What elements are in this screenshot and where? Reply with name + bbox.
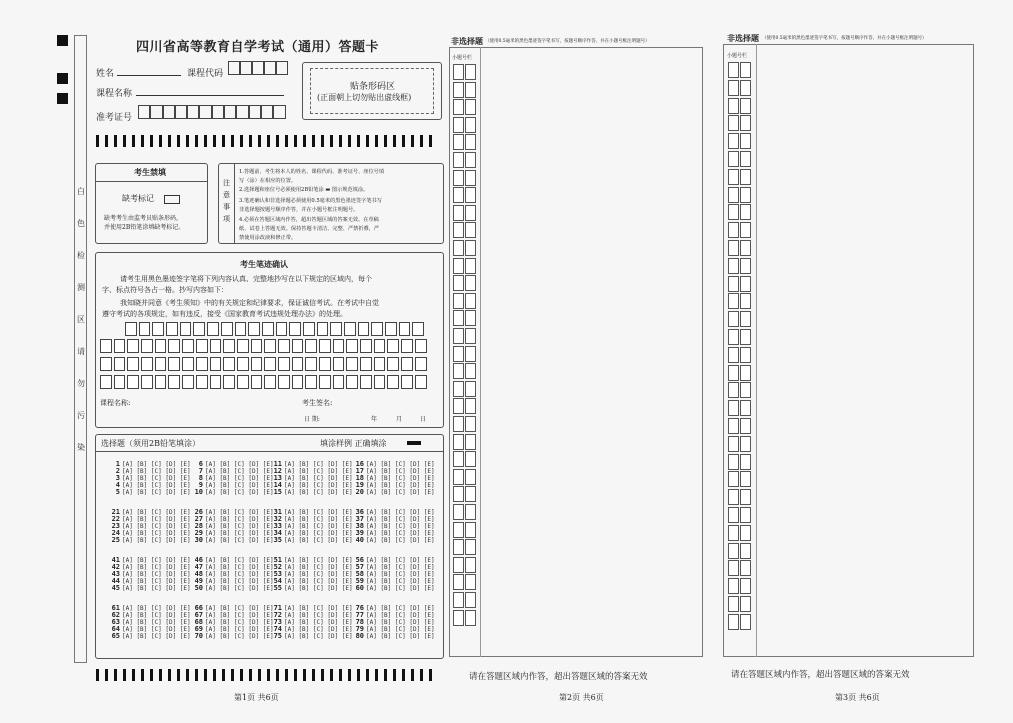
side-char: 检 <box>77 251 85 260</box>
ticket-label: 准考证号 <box>96 113 133 123</box>
notice-label-char: 意 <box>223 191 230 199</box>
handwriting-instruction-1: 请考生用黑色墨迹签字笔将下列内容认真、完整地抄写在以下规定的区域内，每个 <box>120 275 372 283</box>
student-sign-label: 考生签名: <box>302 399 333 407</box>
mc-question-group[interactable]: 76 [A] [B] [C] [D] [E] 77 [A] [B] [C] [D] [E] 78 [A] [B] [C] [D] [E] 79 [A] [B] [C] [D] [E] 80 [A] [B] [C] [D] [E] <box>355 604 435 640</box>
handwriting-grid-row[interactable] <box>100 357 429 371</box>
notice-label-char: 注 <box>223 179 230 187</box>
page3-answer-area[interactable] <box>723 44 974 657</box>
page3-title: 非选择题 <box>727 33 759 43</box>
side-char: 白 <box>77 187 85 196</box>
mc-question-group[interactable]: 61 [A] [B] [C] [D] [E] 62 [A] [B] [C] [D] [E] 63 [A] [B] [C] [D] [E] 64 [A] [B] [C] [D] [E] 65 [A] [B] [C] [D] [E] <box>111 604 191 640</box>
barcode-title: 贴条形码区 <box>350 82 396 92</box>
ticket-number-field[interactable] <box>138 105 286 119</box>
side-char: 测 <box>77 283 85 292</box>
mc-question-group[interactable]: 16 [A] [B] [C] [D] [E] 17 [A] [B] [C] [D] [E] 18 [A] [B] [C] [D] [E] 19 [A] [B] [C] [D] [E] 20 [A] [B] [C] [D] [E] <box>355 460 435 496</box>
mc-question-group[interactable]: 6 [A] [B] [C] [D] [E] 7 [A] [B] [C] [D] [E] 8 [A] [B] [C] [D] [E] 9 [A] [B] [C] [D] [E] 10 [A] [B] [C] [D] [E] <box>194 460 274 496</box>
page3-warning: 请在答题区域内作答，超出答题区域的答案无效 <box>731 670 910 680</box>
date-label: 日 期: <box>304 416 320 423</box>
timing-marks-bottom <box>96 669 438 681</box>
course-name-field[interactable] <box>136 95 284 96</box>
timing-marks-top <box>96 135 438 147</box>
notice-line: 4.必须在答题区域内作答，超出答题区域的答案无效。在草稿 <box>239 217 379 223</box>
side-char: 区 <box>77 315 85 324</box>
page3-subq-label: 小题号栏 <box>727 53 748 59</box>
notice-line: 非选择题按题号顺序作答，并在小题号框注明题号。 <box>239 207 359 213</box>
page2-subq-label: 小题号栏 <box>452 55 473 61</box>
mc-question-group[interactable]: 31 [A] [B] [C] [D] [E] 32 [A] [B] [C] [D] [E] 33 [A] [B] [C] [D] [E] 34 [A] [B] [C] [D] [E] 35 [A] [B] [C] [D] [E] <box>273 508 353 544</box>
mc-question-group[interactable]: 56 [A] [B] [C] [D] [E] 57 [A] [B] [C] [D] [E] 58 [A] [B] [C] [D] [E] 59 [A] [B] [C] [D] [E] 60 [A] [B] [C] [D] [E] <box>355 556 435 592</box>
forbidden-title: 考生禁填 <box>134 167 166 177</box>
handwriting-title: 考生笔迹确认 <box>240 259 288 269</box>
mc-question-group[interactable]: 66 [A] [B] [C] [D] [E] 67 [A] [B] [C] [D] [E] 68 [A] [B] [C] [D] [E] 69 [A] [B] [C] [D] [E] 70 [A] [B] [C] [D] [E] <box>194 604 274 640</box>
page3-instruction: （使用0.5毫米的黑色墨迹签字笔书写，按题号顺序作答，并在小题号框注明题号） <box>762 36 927 41</box>
page1-footer: 第1页 共6页 <box>234 693 279 702</box>
notice-divider <box>234 163 235 244</box>
notice-line: 3.笔迹确认和非选择题必须使用0.5毫米的黑色墨迹签字笔书写 <box>239 198 382 204</box>
mc-question-group[interactable]: 71 [A] [B] [C] [D] [E] 72 [A] [B] [C] [D] [E] 73 [A] [B] [C] [D] [E] 74 [A] [B] [C] [D] [E] 75 [A] [B] [C] [D] [E] <box>273 604 353 640</box>
notice-line: 禁使用涂改液和修正带。 <box>239 235 297 241</box>
position-mark-mid2 <box>57 93 68 104</box>
handwriting-grid-row[interactable] <box>125 322 426 336</box>
notice-line: 1.答题前，考生将本人的姓名、课程代码、准考证号、座位号填 <box>239 169 385 175</box>
notice-label-char: 事 <box>223 203 230 211</box>
page2-footer: 第2页 共6页 <box>559 693 604 702</box>
course-name-label: 课程名称 <box>96 89 133 99</box>
page2-instruction: （使用0.5毫米的黑色墨迹签字笔书写，按题号顺序作答，并在小题号框注明题号） <box>485 39 650 44</box>
mc-question-group[interactable]: 26 [A] [B] [C] [D] [E] 27 [A] [B] [C] [D] [E] 28 [A] [B] [C] [D] [E] 29 [A] [B] [C] [D] [E] 30 [A] [B] [C] [D] [E] <box>194 508 274 544</box>
barcode-note: (正面朝上切勿贴出虚线框) <box>317 93 412 102</box>
page2-subq-column-line <box>480 47 481 657</box>
notice-line: 2.选择题和座位号必须使用2B铅笔涂 ▬ 图示规范填涂。 <box>239 187 369 193</box>
absent-label: 缺考标记 <box>122 194 154 203</box>
date-day: 日 <box>420 416 427 423</box>
filled-sample-mark <box>407 441 421 445</box>
side-char: 色 <box>77 219 85 228</box>
mc-title: 选择题（须用2B铅笔填涂） <box>101 439 200 448</box>
mc-question-group[interactable]: 21 [A] [B] [C] [D] [E] 22 [A] [B] [C] [D] [E] 23 [A] [B] [C] [D] [E] 24 [A] [B] [C] [D] [E] 25 [A] [B] [C] [D] [E] <box>111 508 191 544</box>
forbidden-header-line <box>95 181 208 182</box>
name-field[interactable] <box>117 75 181 76</box>
date-month: 月 <box>396 416 403 423</box>
side-char: 勿 <box>77 379 85 388</box>
course-code-field[interactable] <box>228 61 288 75</box>
page2-warning: 请在答题区域内作答，超出答题区域的答案无效 <box>469 672 648 682</box>
side-char: 染 <box>77 443 85 452</box>
absent-note-1: 缺考考生由监考员贴条形码， <box>104 215 183 222</box>
mc-question-group[interactable]: 11 [A] [B] [C] [D] [E] 12 [A] [B] [C] [D] [E] 13 [A] [B] [C] [D] [E] 14 [A] [B] [C] [D] [E] 15 [A] [B] [C] [D] [E] <box>273 460 353 496</box>
page2-title: 非选择题 <box>451 36 483 46</box>
notice-line: 写（涂）在相应的位置。 <box>239 178 297 184</box>
absent-note-2: 并使用2B铅笔涂填缺考标记。 <box>104 224 185 231</box>
mc-header-line <box>95 451 444 452</box>
date-year: 年 <box>371 416 378 423</box>
notice-label-char: 项 <box>223 215 230 223</box>
position-mark-mid <box>57 73 68 84</box>
course-code-label: 课程代码 <box>187 69 224 79</box>
handwriting-content-2: 遵守考试的各项规定，如有违反，接受《国家教育考试违规处理办法》的处理。 <box>102 310 347 318</box>
side-char: 污 <box>77 411 85 420</box>
name-label: 姓名 <box>96 69 115 79</box>
page3-footer: 第3页 共6页 <box>835 693 880 702</box>
page1-title: 四川省高等教育自学考试（通用）答题卡 <box>136 40 380 55</box>
page3-subq-column-line <box>756 44 757 657</box>
mc-sample: 填涂样例 正确填涂 <box>320 439 387 448</box>
page2-answer-area[interactable] <box>449 47 703 657</box>
mc-question-group[interactable]: 46 [A] [B] [C] [D] [E] 47 [A] [B] [C] [D] [E] 48 [A] [B] [C] [D] [E] 49 [A] [B] [C] [D] [E] 50 [A] [B] [C] [D] [E] <box>194 556 274 592</box>
notice-line: 纸、试卷上答题无效。保持答题卡清洁、完整、严禁折叠，严 <box>239 226 380 232</box>
mc-question-group[interactable]: 1 [A] [B] [C] [D] [E] 2 [A] [B] [C] [D] [E] 3 [A] [B] [C] [D] [E] 4 [A] [B] [C] [D] [E] 5 [A] [B] [C] [D] [E] <box>115 460 191 496</box>
mc-question-group[interactable]: 51 [A] [B] [C] [D] [E] 52 [A] [B] [C] [D] [E] 53 [A] [B] [C] [D] [E] 54 [A] [B] [C] [D] [E] 55 [A] [B] [C] [D] [E] <box>273 556 353 592</box>
side-char: 请 <box>77 347 85 356</box>
handwriting-grid-row[interactable] <box>100 375 429 389</box>
course-name-sign-label: 课程名称: <box>100 399 131 407</box>
handwriting-content-1: 我知晓并同意《考生须知》中的有关规定和纪律要求，保证诚信考试。在考试中自觉 <box>120 299 379 307</box>
absent-mark-checkbox[interactable] <box>164 195 180 204</box>
mc-question-group[interactable]: 36 [A] [B] [C] [D] [E] 37 [A] [B] [C] [D] [E] 38 [A] [B] [C] [D] [E] 39 [A] [B] [C] [D] [E] 40 [A] [B] [C] [D] [E] <box>355 508 435 544</box>
handwriting-grid-row[interactable] <box>100 339 429 353</box>
mc-question-group[interactable]: 41 [A] [B] [C] [D] [E] 42 [A] [B] [C] [D] [E] 43 [A] [B] [C] [D] [E] 44 [A] [B] [C] [D] [E] 45 [A] [B] [C] [D] [E] <box>111 556 191 592</box>
position-mark-top <box>57 35 68 46</box>
handwriting-instruction-2: 字、标点符号各占一格。抄写内容如下： <box>102 286 228 294</box>
